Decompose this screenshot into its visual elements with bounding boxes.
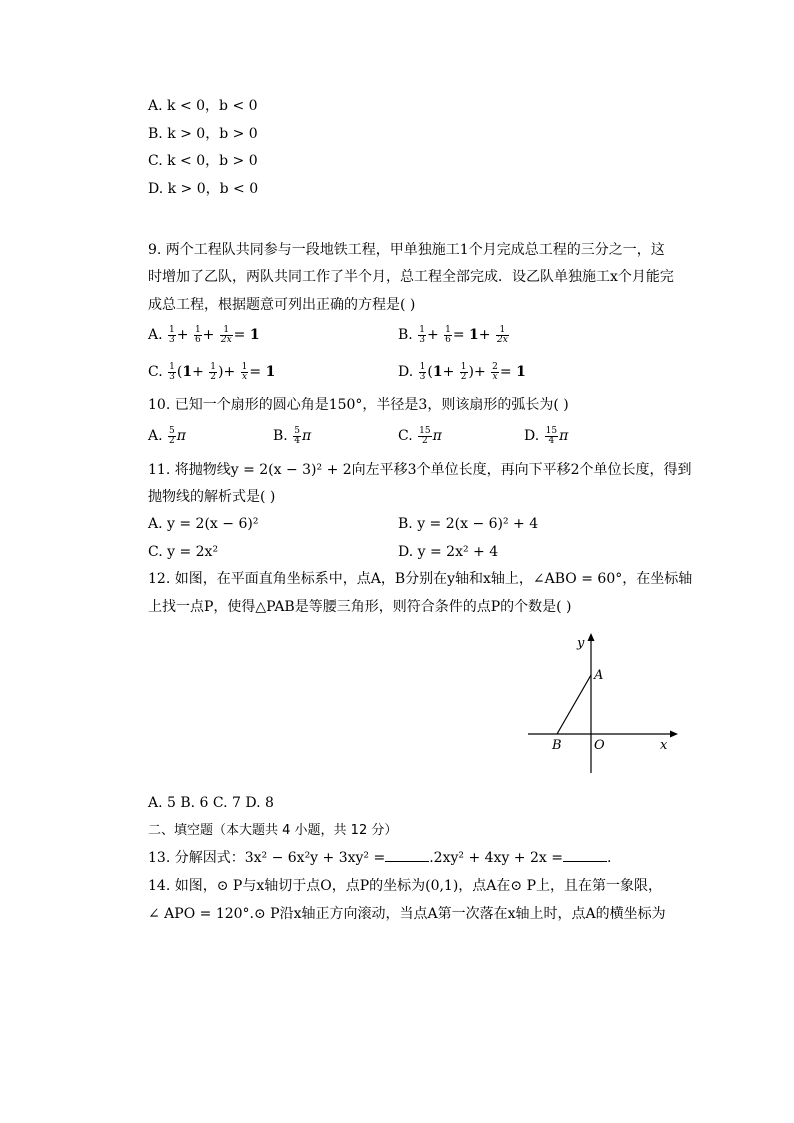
q10-option-c: C. $\frac{15}{2}$ π [398,425,442,446]
q13-blank-2[interactable] [563,849,607,862]
q9-stem-line1: 9. 两个工程队共同参与一段地铁工程，甲单独施工1个月完成总工程的三分之一，这 [148,242,665,258]
q12-stem-line2: 上找一点P，使得△PAB是等腰三角形，则符合条件的点P的个数是( ) [148,599,572,615]
q12-options: A. 5 B. 6 C. 7 D. 8 [148,795,274,811]
q10-stem: 10. 已知一个扇形的圆心角是150°，半径是3，则该扇形的弧长为( ) [148,397,569,413]
q9-stem-line3: 成总工程，根据题意可列出正确的方程是( ) [148,297,416,313]
q13-blank-1[interactable] [385,849,429,862]
q13-line: 13. 分解因式：3x² − 6x²y + 3xy² = .2xy² + 4xy + 2x = . [148,850,612,866]
q11-stem-line2: 抛物线的解析式是( ) [148,489,276,505]
q9-stem-line2: 时增加了乙队，两队共同工作了半个月，总工程全部完成．设乙队单独施工x个月能完 [148,269,674,285]
q11-option-b: B. y = 2(x − 6)² + 4 [398,516,539,532]
label-a: A [594,668,604,683]
q9-option-a: A. $\frac{1}{3}$ + $\frac{1}{6}$ + $\frac{1}{2x}$ = 1 [148,324,260,345]
q14-stem-line2: ∠ APO = 120°.⊙ P沿x轴正方向滚动，当点A第一次落在x轴上时，点A的横坐标为 [148,906,666,922]
y-axis-arrow [588,633,595,641]
q11-option-a: A. y = 2(x − 6)² [148,516,259,532]
q9-option-c: C. $\frac{1}{3}$ (1+ $\frac{1}{2}$ )+ $\frac{1}{x}$ = 1 [148,361,276,382]
q12-stem-line1: 12. 如图，在平面直角坐标系中，点A，B分别在y轴和x轴上，∠ABO = 60°，在坐标轴 [148,571,693,587]
label-b: B [552,738,562,753]
q14-stem-line1: 14. 如图，⊙ P与x轴切于点O，点P的坐标为(0,1)，点A在⊙ P上，且在第一象限， [148,878,663,894]
x-axis-arrow [670,731,678,738]
q8-option-b: B. k > 0，b > 0 [148,126,258,142]
q12-coordinate-figure [520,625,680,780]
q10-option-b: B. $\frac{5}{4}$ π [273,425,312,446]
q10-option-a: A. $\frac{5}{2}$ π [148,425,186,446]
q11-option-c: C. y = 2x² [148,544,219,560]
label-y: y [577,636,585,651]
q10-option-d: D. $\frac{15}{4}$ π [524,425,569,446]
segment-ab [557,675,591,734]
label-o: O [594,738,605,753]
q9-option-d: D. $\frac{1}{3}$ (1+ $\frac{1}{2}$ )+ $\frac{2}{x}$ = 1 [398,361,526,382]
q9-option-b: B. $\frac{1}{3}$ + $\frac{1}{6}$ = 1+ $\frac{1}{2x}$ [398,324,508,345]
q11-stem-line1: 11. 将抛物线y = 2(x − 3)² + 2向左平移3个单位长度，再向下平移2个单位长度，得到 [148,462,692,478]
q11-option-d: D. y = 2x² + 4 [398,544,499,560]
q8-option-a: A. k < 0，b < 0 [148,98,258,114]
label-x: x [660,738,668,753]
q8-option-d: D. k > 0，b < 0 [148,181,259,197]
section-title-fill-in: 二、填空题（本大题共 4 小题，共 12 分） [148,823,398,838]
q8-option-c: C. k < 0，b > 0 [148,153,258,169]
